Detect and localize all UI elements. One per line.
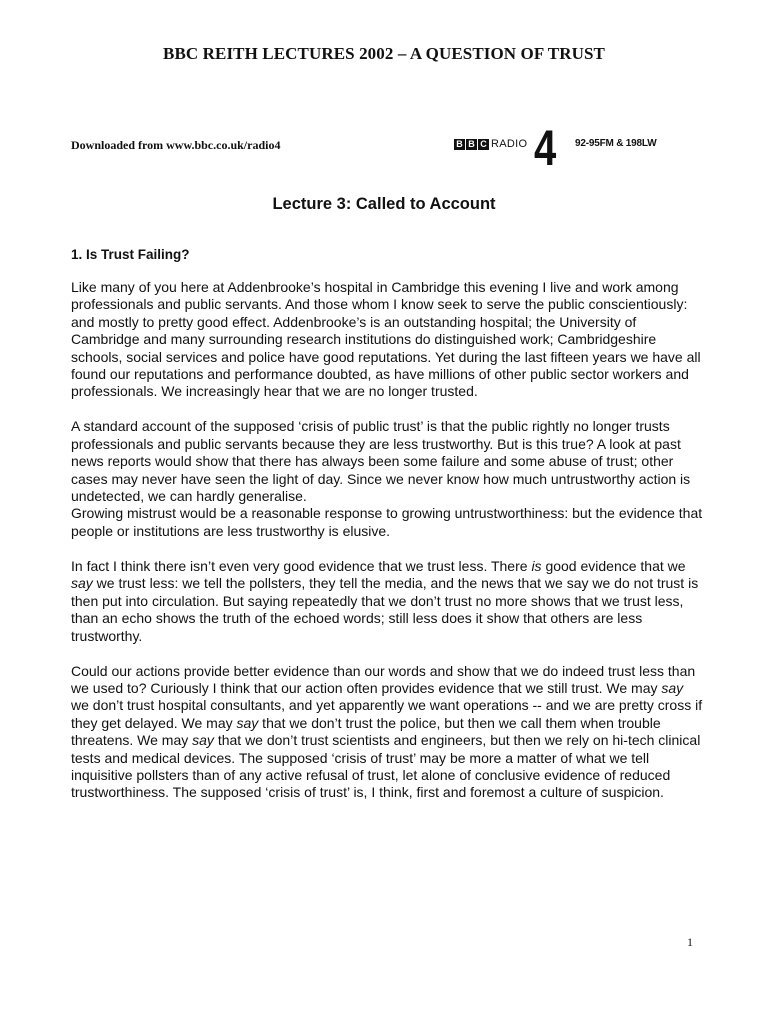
- paragraph-5-emphasis: say: [661, 679, 684, 696]
- paragraph-5-text: Could our actions provide better evidence than our words and show that we do indeed trust less than we used to? Curiously I think that our action often provides evidence that we still trust. We may: [71, 662, 696, 696]
- frequency-label: 92-95FM & 198LW: [575, 138, 657, 149]
- paragraph-4-emphasis: is: [531, 557, 542, 574]
- paragraph-4-text: In fact I think there isn’t even very good evidence that we trust less. There: [71, 557, 532, 574]
- paragraph-4-emphasis: say: [71, 575, 93, 592]
- section-heading: 1. Is Trust Failing?: [71, 247, 190, 262]
- page-number: 1: [687, 935, 693, 949]
- paragraph-5: [71, 663, 703, 802]
- paragraph-5-text: we don’t trust hospital consultants, and yet apparently we want operations -- and we are pretty cross if they get delayed. We may: [71, 697, 703, 731]
- paragraph-4-text: good evidence that we: [541, 557, 686, 574]
- paragraph-3: Growing mistrust would be a reasonable response to growing untrustworthiness: but the evidence that people or institutions are less trustworthy is elusive.: [71, 505, 703, 539]
- lecture-title: Lecture 3: Called to Account: [272, 195, 496, 213]
- paragraph-1: Like many of you here at Addenbrooke’s hospital in Cambridge this evening I live and work among professionals and public servants. And those whom I know seek to serve the public conscientiously: and mostly to pretty good effect. Addenbrooke’s is an outstanding hospital; the University of Cambridge and many surrounding research institutions do distinguished work; Cambridgeshire schools, social services and police have good reputations. Yet during the last fifteen years we have all found our reputations and performance doubted, as have millions of other public sector workers and professionals. We increasingly hear that we are no longer trusted.: [71, 279, 701, 400]
- bbc-blocks: [454, 139, 489, 150]
- paragraph-4-text: we trust less: we tell the pollsters, they tell the media, and the news that we say we do not trust is then put into circulation. But saying repeatedly that we don’t trust no more shows that we trust less, than an echo shows the truth of the echoed words; still less does it show that others are less trustworthy.: [71, 575, 699, 644]
- paragraph-4: [71, 558, 703, 645]
- radio-word: RADIO: [491, 138, 528, 150]
- download-source-note: Downloaded from www.bbc.co.uk/radio4: [71, 138, 281, 152]
- bbc-letter-b2: B: [466, 139, 477, 150]
- document-title: BBC REITH LECTURES 2002 – A QUESTION OF TRUST: [163, 44, 605, 63]
- bbc-radio4-logo: [454, 120, 674, 176]
- paragraph-5-text: that we don’t trust scientists and engineers, but then we rely on hi-tech clinical tests and medical devices. The supposed ‘crisis of trust’ may be more a matter of what we tell inquisitive pollsters than of any active refusal of trust, let alone of conclusive evidence of reduced trustworthiness. The supposed ‘crisis of trust’ is, I think, first and foremost a culture of suspicion.: [71, 732, 701, 801]
- bbc-letter-b1: B: [454, 139, 465, 150]
- body-text: [71, 279, 703, 819]
- paragraph-5-emphasis: say: [236, 714, 259, 731]
- radio-four-numeral: 4: [534, 120, 557, 176]
- paragraph-5-text: that we don’t trust the police, but then we call them when trouble threatens. We may: [71, 714, 661, 749]
- paragraph-2: A standard account of the supposed ‘crisis of public trust’ is that the public rightly no longer trusts professionals and public servants because they are less trustworthy. But is this true? A look at past news reports would show that there has always been some failure and some abuse of trust; other cases may never have seen the light of day. Since we never know how much untrustworthy action is undetected, we can hardly generalise.: [71, 418, 691, 505]
- bbc-letter-c: C: [478, 139, 489, 150]
- paragraph-5-emphasis: say: [192, 732, 214, 749]
